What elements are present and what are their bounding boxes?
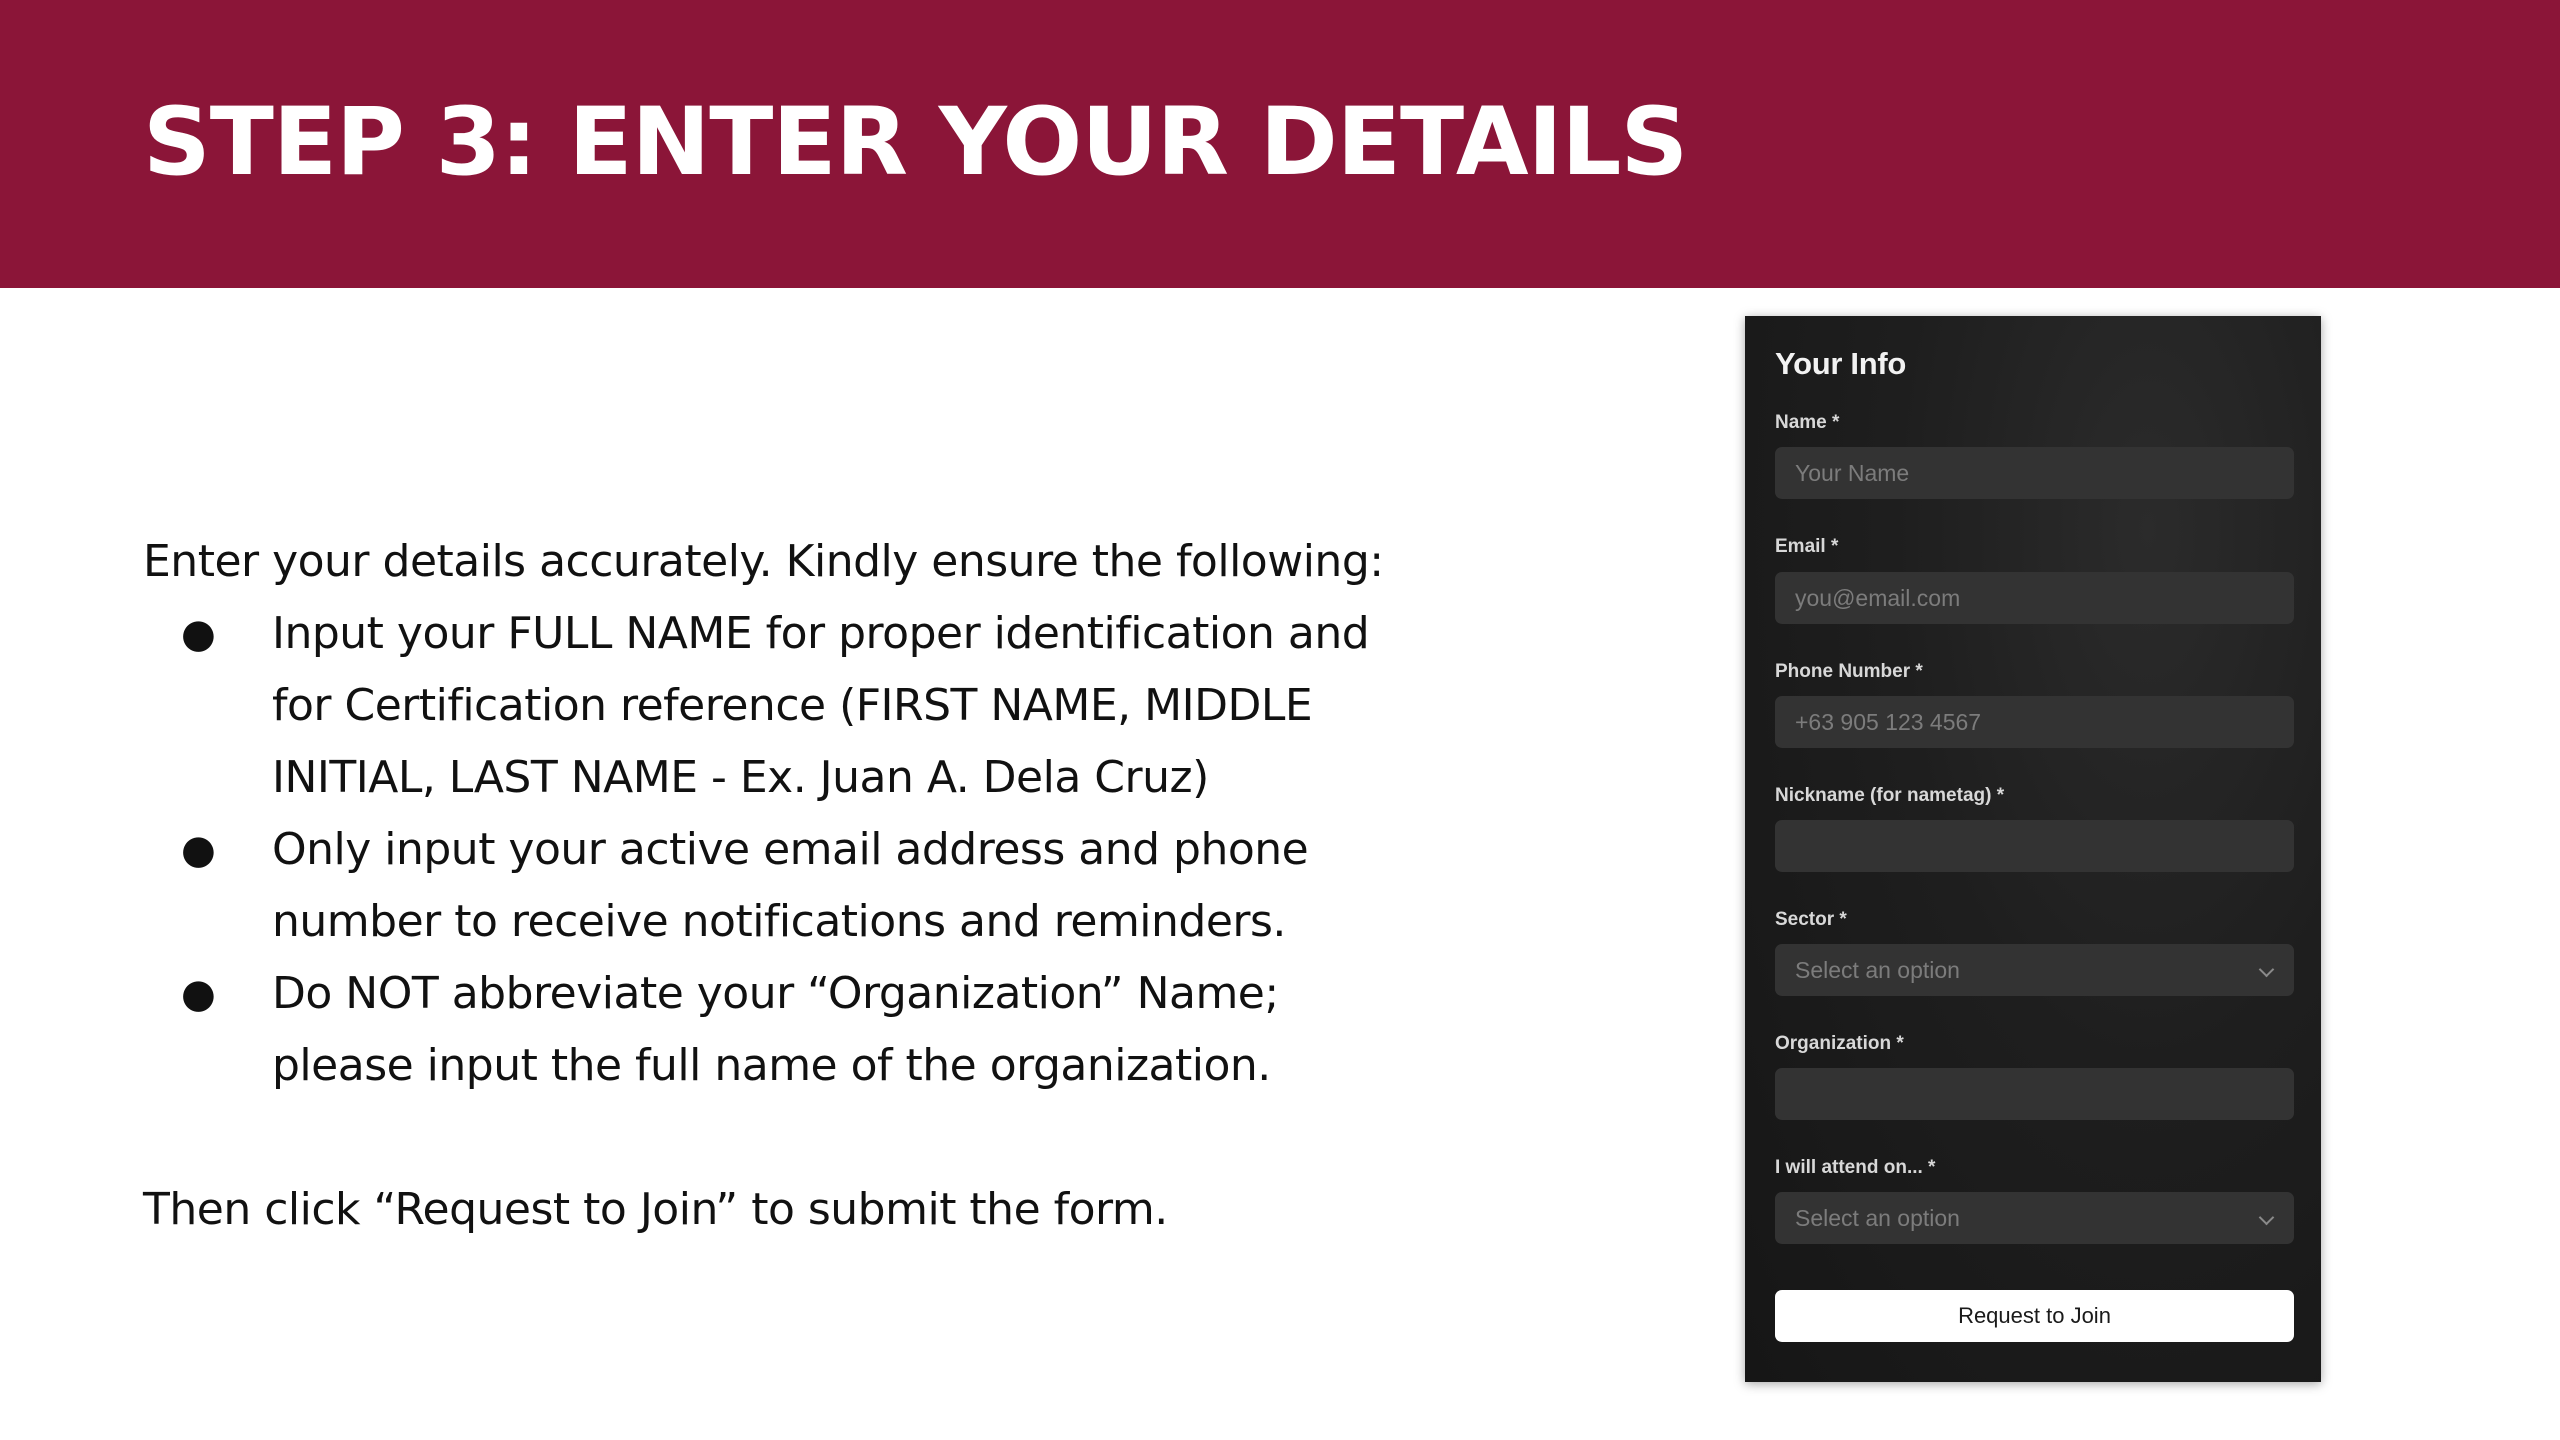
bullet-icon: ● xyxy=(181,971,216,1017)
your-info-form xyxy=(1745,316,2321,1382)
nickname-input[interactable] xyxy=(1775,820,2294,872)
bullet-icon: ● xyxy=(181,827,216,873)
attend-label: I will attend on... * xyxy=(1775,1157,1936,1178)
instruction-line: Input your FULL NAME for proper identification and xyxy=(272,608,1370,659)
instruction-line: INITIAL, LAST NAME - Ex. Juan A. Dela Cruz) xyxy=(272,752,1209,803)
organization-input[interactable] xyxy=(1775,1068,2294,1120)
phone-label: Phone Number * xyxy=(1775,661,1923,682)
instruction-item-contact xyxy=(143,814,1543,958)
instruction-line: Only input your active email address and phone xyxy=(272,824,1309,875)
request-to-join-button[interactable]: Request to Join xyxy=(1775,1290,2294,1342)
sector-label: Sector * xyxy=(1775,909,1847,930)
attend-select-value: Select an option xyxy=(1795,1205,1960,1231)
instruction-line: number to receive notifications and reminders. xyxy=(272,896,1286,947)
attend-select[interactable] xyxy=(1775,1192,2294,1244)
sector-select-value: Select an option xyxy=(1795,957,1960,983)
slide-header xyxy=(0,0,2560,288)
sector-select[interactable] xyxy=(1775,944,2294,996)
phone-input[interactable]: +63 905 123 4567 xyxy=(1775,696,2294,748)
slide-title: STEP 3: ENTER YOUR DETAILS xyxy=(143,88,1688,197)
chevron-down-icon xyxy=(2259,1210,2275,1226)
instructions xyxy=(143,526,1543,1246)
instruction-line: for Certification reference (FIRST NAME, MIDDLE xyxy=(272,680,1313,731)
email-label: Email * xyxy=(1775,536,1839,557)
instruction-line: Do NOT abbreviate your “Organization” Name; xyxy=(272,968,1279,1019)
instruction-item-full-name xyxy=(143,598,1543,814)
chevron-down-icon xyxy=(2259,962,2275,978)
instruction-list xyxy=(143,598,1543,1102)
bullet-icon: ● xyxy=(181,611,216,657)
organization-label: Organization * xyxy=(1775,1033,1904,1054)
instruction-line: please input the full name of the organization. xyxy=(272,1040,1271,1091)
instruction-item-organization xyxy=(143,958,1543,1102)
form-title: Your Info xyxy=(1775,346,1907,381)
name-input[interactable]: Your Name xyxy=(1775,447,2294,499)
email-input[interactable]: you@email.com xyxy=(1775,572,2294,624)
instructions-intro: Enter your details accurately. Kindly ensure the following: xyxy=(143,536,1384,587)
nickname-label: Nickname (for nametag) * xyxy=(1775,785,2005,806)
name-label: Name * xyxy=(1775,412,1840,433)
instructions-outro: Then click “Request to Join” to submit the form. xyxy=(143,1184,1168,1235)
